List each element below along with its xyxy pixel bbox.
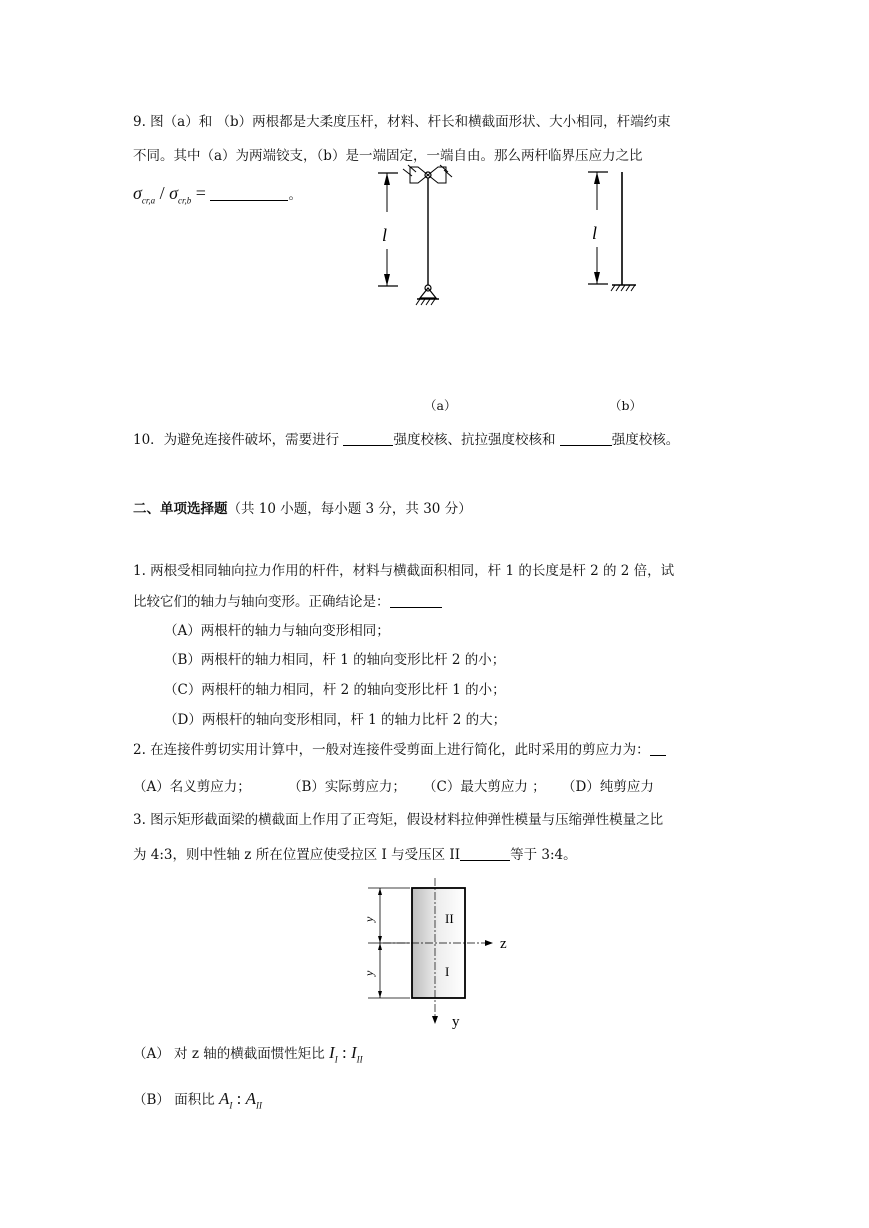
sigma-a: σ <box>133 183 142 203</box>
q9-line1: 9. 图（a）和 （b）两根都是大柔度压杆，材料、杆长和横截面形状、大小相同，杆端约束 <box>133 114 671 130</box>
s2-option-c[interactable]: （C）最大剪应力 ； <box>423 779 546 795</box>
figure-b <box>580 162 650 302</box>
s1-option-b[interactable]: （B）两根杆的轴力相同，杆 1 的轴向变形比杆 2 的小； <box>164 652 506 668</box>
s3-option-a-text: 对 z 轴的横截面惯性矩比 <box>169 1046 330 1062</box>
s3-option-b-math <box>219 1089 263 1111</box>
s2-answer-blank[interactable] <box>650 741 666 756</box>
axis-y-label: y <box>452 1014 460 1030</box>
q10-part3: 强度校核。 <box>611 432 680 448</box>
q10-blank-1[interactable] <box>343 431 393 446</box>
s2-option-b[interactable]: （B）实际剪应力； <box>288 779 406 795</box>
s2-line1-wrap <box>133 741 666 759</box>
ratio-eq: = <box>191 183 211 203</box>
math-a2-sub: II <box>256 1100 263 1111</box>
math-a1: A <box>219 1089 230 1108</box>
s3-line2b: 等于 3:4。 <box>510 847 577 863</box>
s1-line2-wrap <box>133 593 442 611</box>
s1-line1: 1. 两根受相同轴向拉力作用的杆件，材料与横截面积相同，杆 1 的长度是杆 2 的 2 倍，试 <box>133 563 675 579</box>
q10-part1: 10．为避免连接件破坏，需要进行 <box>133 432 344 448</box>
q10-blank-2[interactable] <box>560 431 612 446</box>
s3-option-a-math <box>329 1043 363 1065</box>
region-ii: II <box>445 911 454 926</box>
q9-ratio <box>133 184 302 210</box>
math-a2: A <box>245 1089 257 1108</box>
s1-option-c[interactable]: （C）两根杆的轴力相同，杆 2 的轴向变形比杆 1 的小； <box>164 682 506 698</box>
s1-answer-blank[interactable] <box>390 593 442 608</box>
cross-section-figure <box>355 876 525 1034</box>
caption-b: （b） <box>609 398 643 413</box>
math-a1-sub: I <box>229 1100 233 1111</box>
s1-line2: 比较它们的轴力与轴向变形。正确结论是： <box>133 594 390 610</box>
s1-option-d[interactable]: （D）两根杆的轴向变形相同，杆 1 的轴力比杆 2 的大； <box>164 712 507 728</box>
ratio-end: 。 <box>288 187 302 202</box>
s3-option-b-label: （B） <box>133 1092 170 1108</box>
math-i2: I <box>350 1043 357 1062</box>
section2-header <box>133 500 472 518</box>
dim-y1: y <box>362 970 376 976</box>
s3-line2a: 为 4:3，则中性轴 z 所在位置应使受拉区 I 与受压区 II <box>133 847 461 863</box>
s3-option-a[interactable] <box>133 1044 363 1068</box>
s3-line1: 3. 图示矩形截面梁的横截面上作用了正弯矩，假设材料拉伸弹性模量与压缩弹性模量之比 <box>133 812 664 828</box>
q10 <box>133 431 679 449</box>
caption-a: （a） <box>424 398 457 413</box>
s2-option-d[interactable]: （D）纯剪应力 <box>562 779 654 795</box>
figure-a <box>370 162 470 312</box>
math-i1: I <box>329 1043 335 1062</box>
q9-line2: 不同。其中（a）为两端铰支，（b）是一端固定，一端自由。那么两杆临界压应力之比 <box>133 148 643 164</box>
s3-line2 <box>133 846 577 864</box>
sub-a: cr,a <box>141 195 156 206</box>
q10-part2: 强度校核、抗拉强度校核和 <box>393 432 560 448</box>
s2-option-a[interactable]: （A）名义剪应力； <box>133 779 251 795</box>
axis-z-label: z <box>500 936 507 952</box>
s3-option-b[interactable] <box>133 1090 262 1114</box>
section2-note: （共 10 小题，每小题 3 分，共 30 分） <box>227 501 472 517</box>
s3-option-a-label: （A） <box>133 1046 170 1062</box>
region-i: I <box>445 964 450 979</box>
s3-option-b-text: 面积比 <box>169 1092 220 1108</box>
length-label-a: l <box>382 225 388 245</box>
sigma-b: σ <box>169 183 179 203</box>
dim-y2: y <box>362 916 376 922</box>
math-i2-sub: II <box>356 1054 363 1065</box>
ratio-slash: / <box>155 183 170 203</box>
section2-title: 二、单项选择题 <box>133 501 228 517</box>
math-i1-sub: I <box>334 1054 338 1065</box>
length-label-b: l <box>592 223 598 243</box>
q9-answer-blank[interactable] <box>210 186 288 201</box>
sub-b: cr,b <box>178 195 192 206</box>
math-colon-b: : <box>232 1089 246 1108</box>
s2-line1: 2. 在连接件剪切实用计算中，一般对连接件受剪面上进行简化，此时采用的剪应力为： <box>133 742 650 758</box>
s1-option-a[interactable]: （A）两根杆的轴力与轴向变形相同； <box>164 623 390 639</box>
math-colon-a: : <box>337 1043 351 1062</box>
s3-answer-blank[interactable] <box>460 846 510 861</box>
